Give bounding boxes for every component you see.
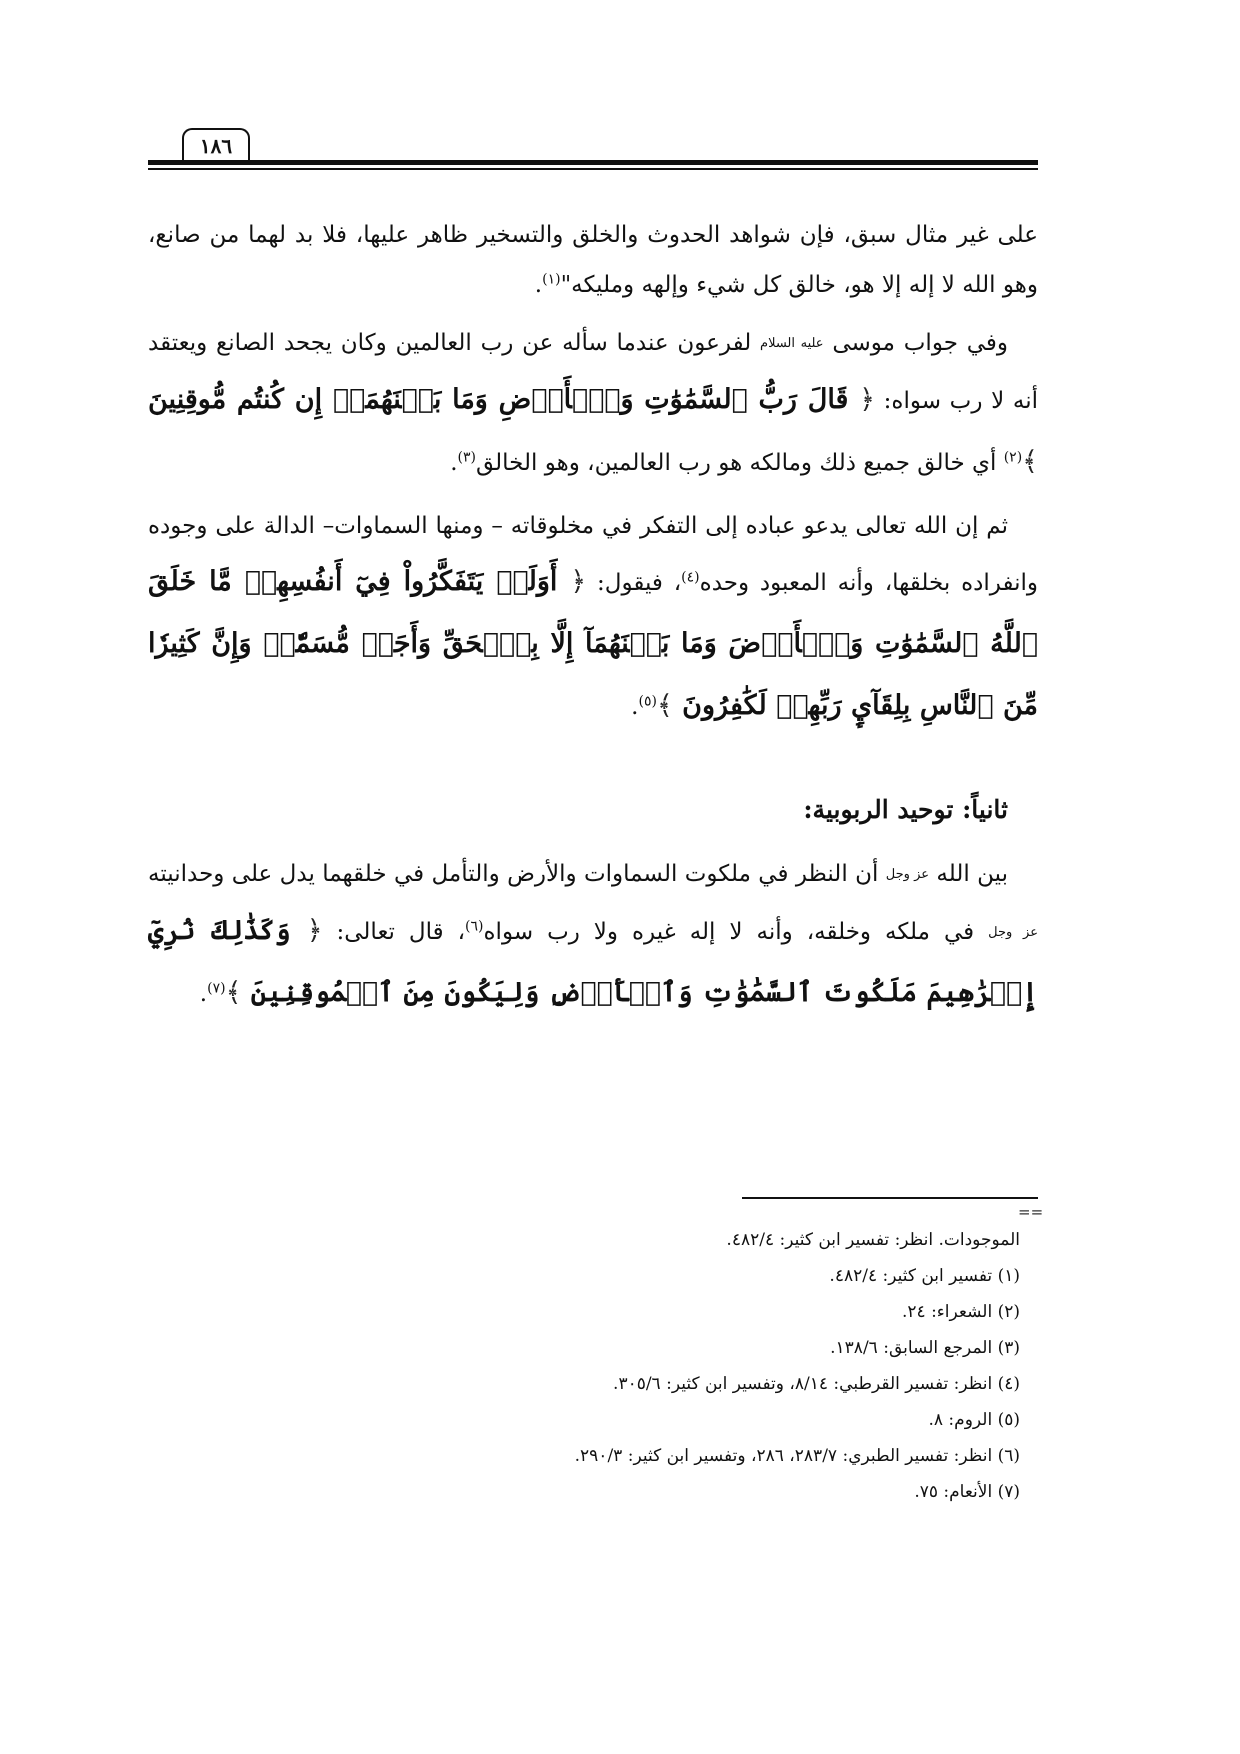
footnote-continuation: الموجودات. انظر: تفسير ابن كثير: ٤٨٢/٤. xyxy=(726,1230,1020,1250)
p4-end: . xyxy=(199,981,208,1007)
main-text xyxy=(148,210,1038,1032)
paragraph-2 xyxy=(148,318,1038,493)
p2-text-b: لفرعون عندما سأله عن رب العالمين وكان يجحد الصانع ويعتقد أنه لا رب سواه: xyxy=(148,330,1038,414)
p1-text: على غير مثال سبق، فإن شواهد الحدوث والخلق والتسخير ظاهر عليها، فلا بد لهما من صانع، وهو الله لا إله إلا هو، خالق كل شيء وإلهه ومليكه" xyxy=(148,222,1038,298)
footnote-3: (٣) المرجع السابق: ١٣٨/٦. xyxy=(830,1338,1020,1358)
honorific-azza-wajal: عز وجل xyxy=(885,867,930,882)
p2-text-a: وفي جواب موسى xyxy=(823,330,1008,356)
p4-text-b: أن النظر في ملكوت السماوات والأرض والتأمل في خلقهما يدل على وحدانيته xyxy=(148,861,886,887)
p4-text-d: ، قال تعالى: xyxy=(322,919,466,945)
footnote-ref-4: (٤) xyxy=(681,569,700,586)
ornate-bracket-open-icon: ﴿ xyxy=(859,384,876,415)
p3-text-b: ، فيقول: xyxy=(586,570,682,596)
p3-end: . xyxy=(631,694,639,720)
section-heading: ثانياً: توحيد الربوبية: xyxy=(803,795,1008,824)
p2-end: . xyxy=(450,450,458,476)
p1-end: . xyxy=(534,272,543,298)
honorific-alayhi-salam: عليه السلام xyxy=(760,336,824,351)
footnote-ref-6: (٦) xyxy=(465,918,484,935)
footnote-4: (٤) انظر: تفسير القرطبي: ٨/١٤، وتفسير ابن كثير: ٣٠٥/٦. xyxy=(613,1374,1020,1394)
p4-text-a: بين الله xyxy=(929,861,1008,887)
page-number: ١٨٦ xyxy=(182,128,250,162)
paragraph-4 xyxy=(148,849,1038,1024)
paragraph-3 xyxy=(148,501,1038,737)
footnote-ref-3: (٣) xyxy=(457,449,476,466)
ornate-bracket-open-icon: ﴿ xyxy=(570,566,587,597)
ornate-bracket-close-icon: ﴾ xyxy=(225,977,242,1008)
p3-text-a: ثم إن الله تعالى يدعو عباده إلى التفكر في مخلوقاته – ومنها السماوات– الدالة على وجوده وانفراده بخلقها، وأنه المعبود وحده xyxy=(148,513,1038,596)
footnote-5: (٥) الروم: ٨. xyxy=(928,1410,1020,1430)
ornate-bracket-close-icon: ﴾ xyxy=(1022,446,1038,477)
footnote-divider xyxy=(742,1197,1038,1199)
footnote-ref-7: (٧) xyxy=(207,980,226,997)
footnote-6: (٦) انظر: تفسير الطبري: ٢٨٣/٧، ٢٨٦، وتفسير ابن كثير: ٢٩٠/٣. xyxy=(574,1446,1020,1466)
footnotes xyxy=(148,1222,1038,1510)
ornate-bracket-close-icon: ﴾ xyxy=(656,690,673,721)
p2-text-c: أي خالق جميع ذلك ومالكه هو رب العالمين، وهو الخالق xyxy=(475,450,1004,476)
footnote-7: (٧) الأنعام: ٧٥. xyxy=(914,1482,1020,1502)
footnote-1: (١) تفسير ابن كثير: ٤٨٢/٤. xyxy=(829,1266,1020,1286)
footnote-ref-1: (١) xyxy=(542,271,561,288)
footnote-ref-2: (٢) xyxy=(1003,449,1023,466)
verse-text: أَوَلَمۡ يَتَفَكَّرُواْ فِيٓ أَنفُسِهِمۗ مَّا خَلَقَ ٱللَّهُ ٱلسَّمَٰوَٰتِ وَٱلۡأَرۡضَ وَمَا بَيۡنَهُمَآ إِلَّا بِٱلۡحَقِّ وَأَجَلٖ مُّسَمّٗىۗ وَإِنَّ كَثِيرٗا مِّنَ ٱلنَّاسِ بِلِقَآيِٕ رَبِّهِمۡ لَكَٰفِرُونَ xyxy=(148,566,1038,721)
paragraph-1 xyxy=(148,210,1038,310)
ornate-bracket-open-icon: ﴿ xyxy=(306,915,323,946)
header-rule-thick xyxy=(148,160,1038,165)
header-rule-thin xyxy=(148,168,1038,170)
verse-text: وَكَذَٰلِكَ نُرِيٓ إِبۡرَٰهِيمَ مَلَكُوتَ ٱلسَّمَٰوَٰتِ وَٱلۡأَرۡضِ وَلِيَكُونَ مِنَ ٱلۡمُوقِنِينَ xyxy=(148,915,1038,1008)
verse-text: قَالَ رَبُّ ٱلسَّمَٰوَٰتِ وَٱلۡأَرۡضِ وَمَا بَيۡنَهُمَآۖ إِن كُنتُم مُّوقِنِينَ xyxy=(148,384,860,415)
footnote-ref-5: (٥) xyxy=(638,693,657,710)
footnote-continuation-mark: == xyxy=(1018,1203,1044,1221)
page-header xyxy=(148,128,1038,168)
footnote-2: (٢) الشعراء: ٢٤. xyxy=(902,1302,1020,1322)
honorific-azza-wajal: عز وجل xyxy=(988,925,1038,940)
p4-text-c: في ملكه وخلقه، وأنه لا إله غيره ولا رب سواه xyxy=(483,919,989,945)
